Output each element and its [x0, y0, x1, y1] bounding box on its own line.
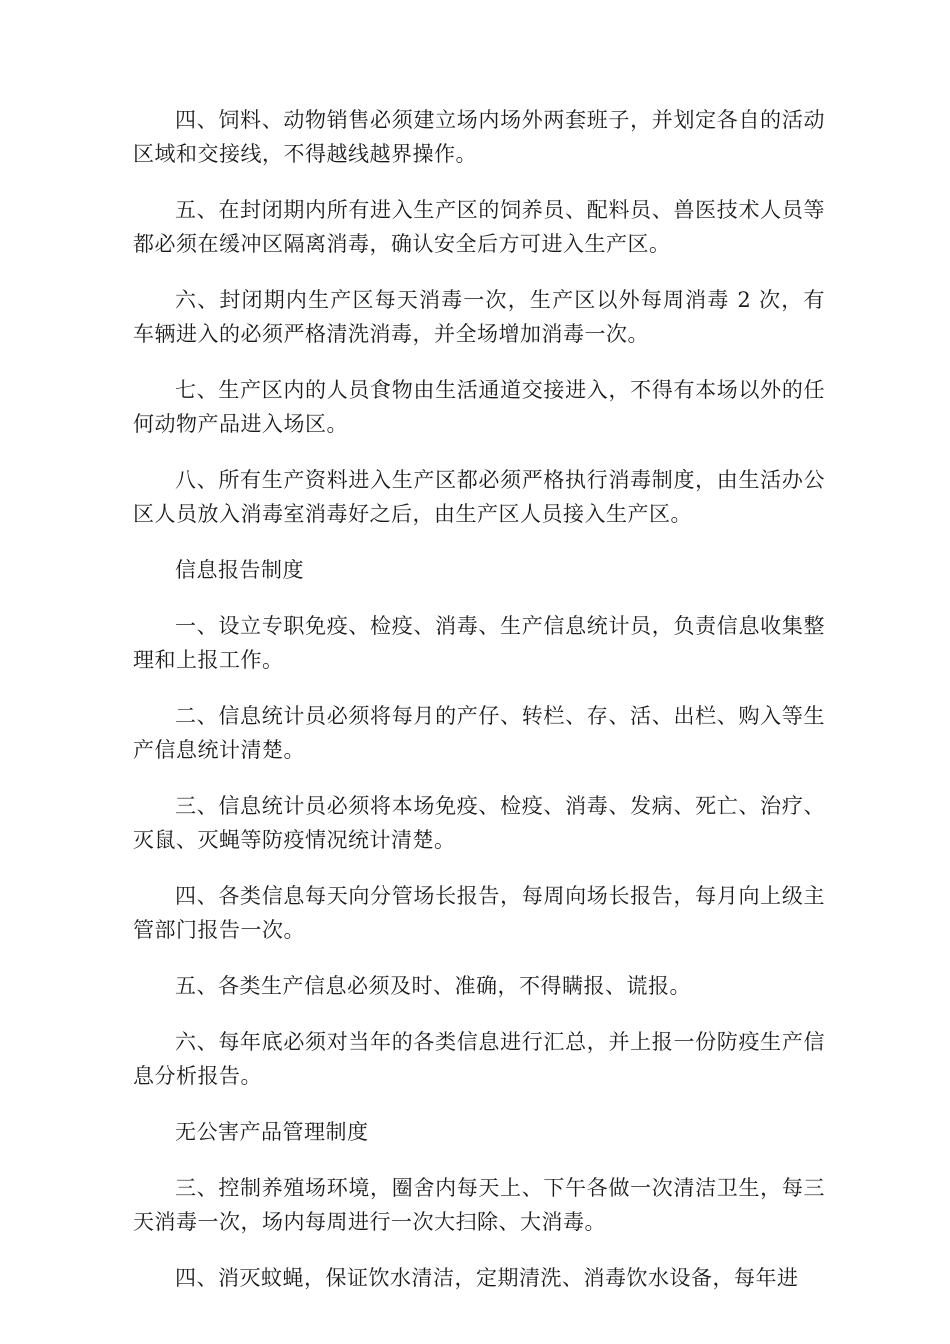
- paragraph-epidemic-prevention-info: 三、信息统计员必须将本场免疫、检疫、消毒、发病、死亡、治疗、灭鼠、灭蝇等防疫情况统计清楚。: [133, 794, 825, 852]
- paragraph-production-materials: 八、所有生产资料进入生产区都必须严格执行消毒制度，由生活办公区人员放入消毒室消毒好之后，由生产区人员接入生产区。: [133, 468, 825, 526]
- paragraph-monthly-production-info: 二、信息统计员必须将每月的产仔、转栏、存、活、出栏、购入等生产信息统计清楚。: [133, 704, 825, 762]
- paragraph-disinfection-frequency: 六、封闭期内生产区每天消毒一次，生产区以外每周消毒 2 次，有车辆进入的必须严格清洗消毒，并全场增加消毒一次。: [133, 288, 825, 346]
- paragraph-reporting-schedule: 四、各类信息每天向分管场长报告，每周向场长报告，每月向上级主管部门报告一次。: [133, 884, 825, 942]
- paragraph-annual-summary: 六、每年底必须对当年的各类信息进行汇总，并上报一份防疫生产信息分析报告。: [133, 1030, 825, 1088]
- paragraph-food-handover: 七、生产区内的人员食物由生活通道交接进入，不得有本场以外的任何动物产品进入场区。: [133, 378, 825, 436]
- paragraph-environment-control: 三、控制养殖场环境，圈舍内每天上、下午各做一次清洁卫生，每三天消毒一次，场内每周进行一次大扫除、大消毒。: [133, 1176, 825, 1234]
- paragraph-closed-period-disinfection: 五、在封闭期内所有进入生产区的饲养员、配料员、兽医技术人员等都必须在缓冲区隔离消毒，确认安全后方可进入生产区。: [133, 198, 825, 256]
- paragraph-info-statistician: 一、设立专职免疫、检疫、消毒、生产信息统计员，负责信息收集整理和上报工作。: [133, 614, 825, 672]
- document-body: [133, 103, 825, 1317]
- paragraph-mosquito-control: 四、消灭蚊蝇，保证饮水清洁，定期清洗、消毒饮水设备，每年进: [175, 1266, 799, 1290]
- paragraph-feed-sales: 四、饲料、动物销售必须建立场内场外两套班子，并划定各自的活动区域和交接线，不得越线越界操作。: [133, 108, 825, 166]
- section-heading-info-report: 信息报告制度: [175, 558, 304, 582]
- section-heading-pollution-free: 无公害产品管理制度: [175, 1120, 369, 1144]
- paragraph-accuracy: 五、各类生产信息必须及时、准确，不得瞒报、谎报。: [175, 974, 691, 998]
